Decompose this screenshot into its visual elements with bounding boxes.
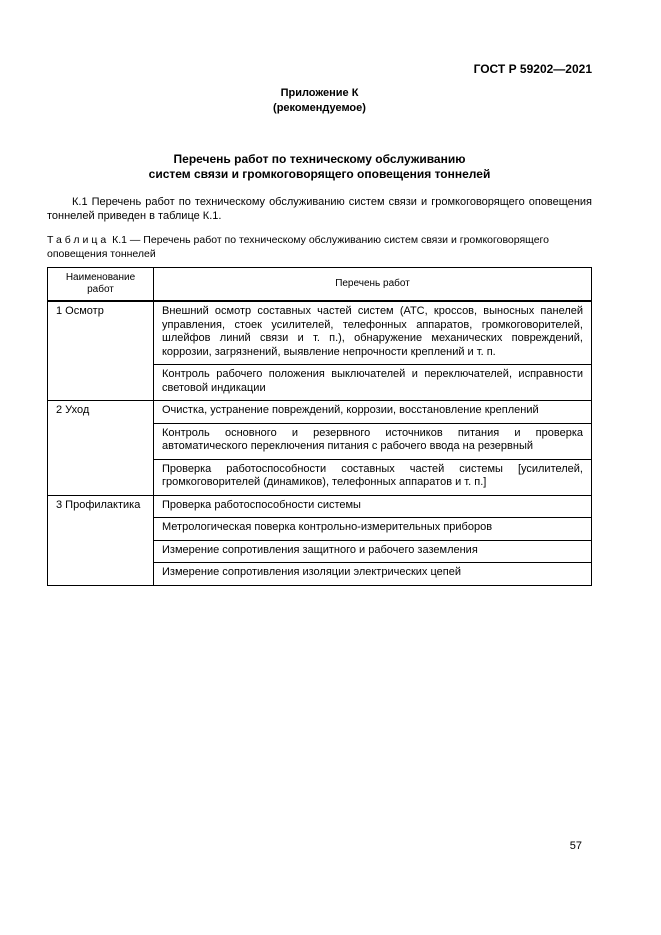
header-cell-name: Наименование работ [48, 268, 154, 302]
work-item: Проверка работоспособности системы [154, 495, 592, 518]
header-cell-works: Перечень работ [154, 268, 592, 302]
work-item: Внешний осмотр составных частей систем (АТС, кроссов, выносных панелей управления, стоек усилителей, телефонных аппаратов, громкоговорителей, шлейфов линий связи и т. п.), обнаружение механических повреждений, коррозии, загрязнений, выявление непрочности креплений и т. п. [154, 301, 592, 365]
work-item: Метрологическая поверка контрольно-измерительных приборов [154, 518, 592, 541]
works-table [47, 267, 592, 586]
table-row [48, 401, 592, 424]
paragraph-k1: К.1 Перечень работ по техническому обслуживанию систем связи и громкоговорящего оповещения тоннелей приведен в таблице К.1. [47, 196, 592, 222]
row-name-uhod: 2 Уход [48, 401, 154, 496]
row-name-osmotr: 1 Осмотр [48, 301, 154, 401]
work-item: Контроль основного и резервного источников питания и проверка автоматического переключения питания с рабочего ввода на резервный [154, 423, 592, 459]
page-number: 57 [569, 840, 582, 852]
section-title-line2: систем связи и громкоговорящего оповещения тоннелей [148, 167, 491, 181]
table-row [48, 301, 592, 365]
table-caption-word: Таблица [47, 234, 110, 246]
work-item: Проверка работоспособности составных частей системы [усилителей, громкоговорителей (динамиков), телефонных аппаратов и т. п.] [154, 459, 592, 495]
appendix-label: Приложение К [280, 87, 359, 99]
table-caption [47, 233, 592, 261]
work-item: Измерение сопротивления изоляции электрических цепей [154, 563, 592, 586]
table-caption-text: К.1 — Перечень работ по техническому обслуживанию систем связи и громкоговорящего оповещения тоннелей [47, 234, 549, 260]
section-title-line1: Перечень работ по техническому обслуживанию [173, 152, 466, 166]
work-item: Измерение сопротивления защитного и рабочего заземления [154, 540, 592, 563]
table-row [48, 495, 592, 518]
work-item: Контроль рабочего положения выключателей и переключателей, исправности световой индикации [154, 365, 592, 401]
row-name-profilaktika: 3 Профилактика [48, 495, 154, 585]
doc-code: ГОСТ Р 59202—2021 [473, 62, 592, 76]
table-header-row [48, 268, 592, 302]
page-content [47, 0, 592, 586]
work-item: Очистка, устранение повреждений, коррозии, восстановление креплений [154, 401, 592, 424]
section-title [47, 152, 592, 182]
appendix-heading [47, 86, 592, 116]
appendix-kind: (рекомендуемое) [273, 102, 366, 114]
